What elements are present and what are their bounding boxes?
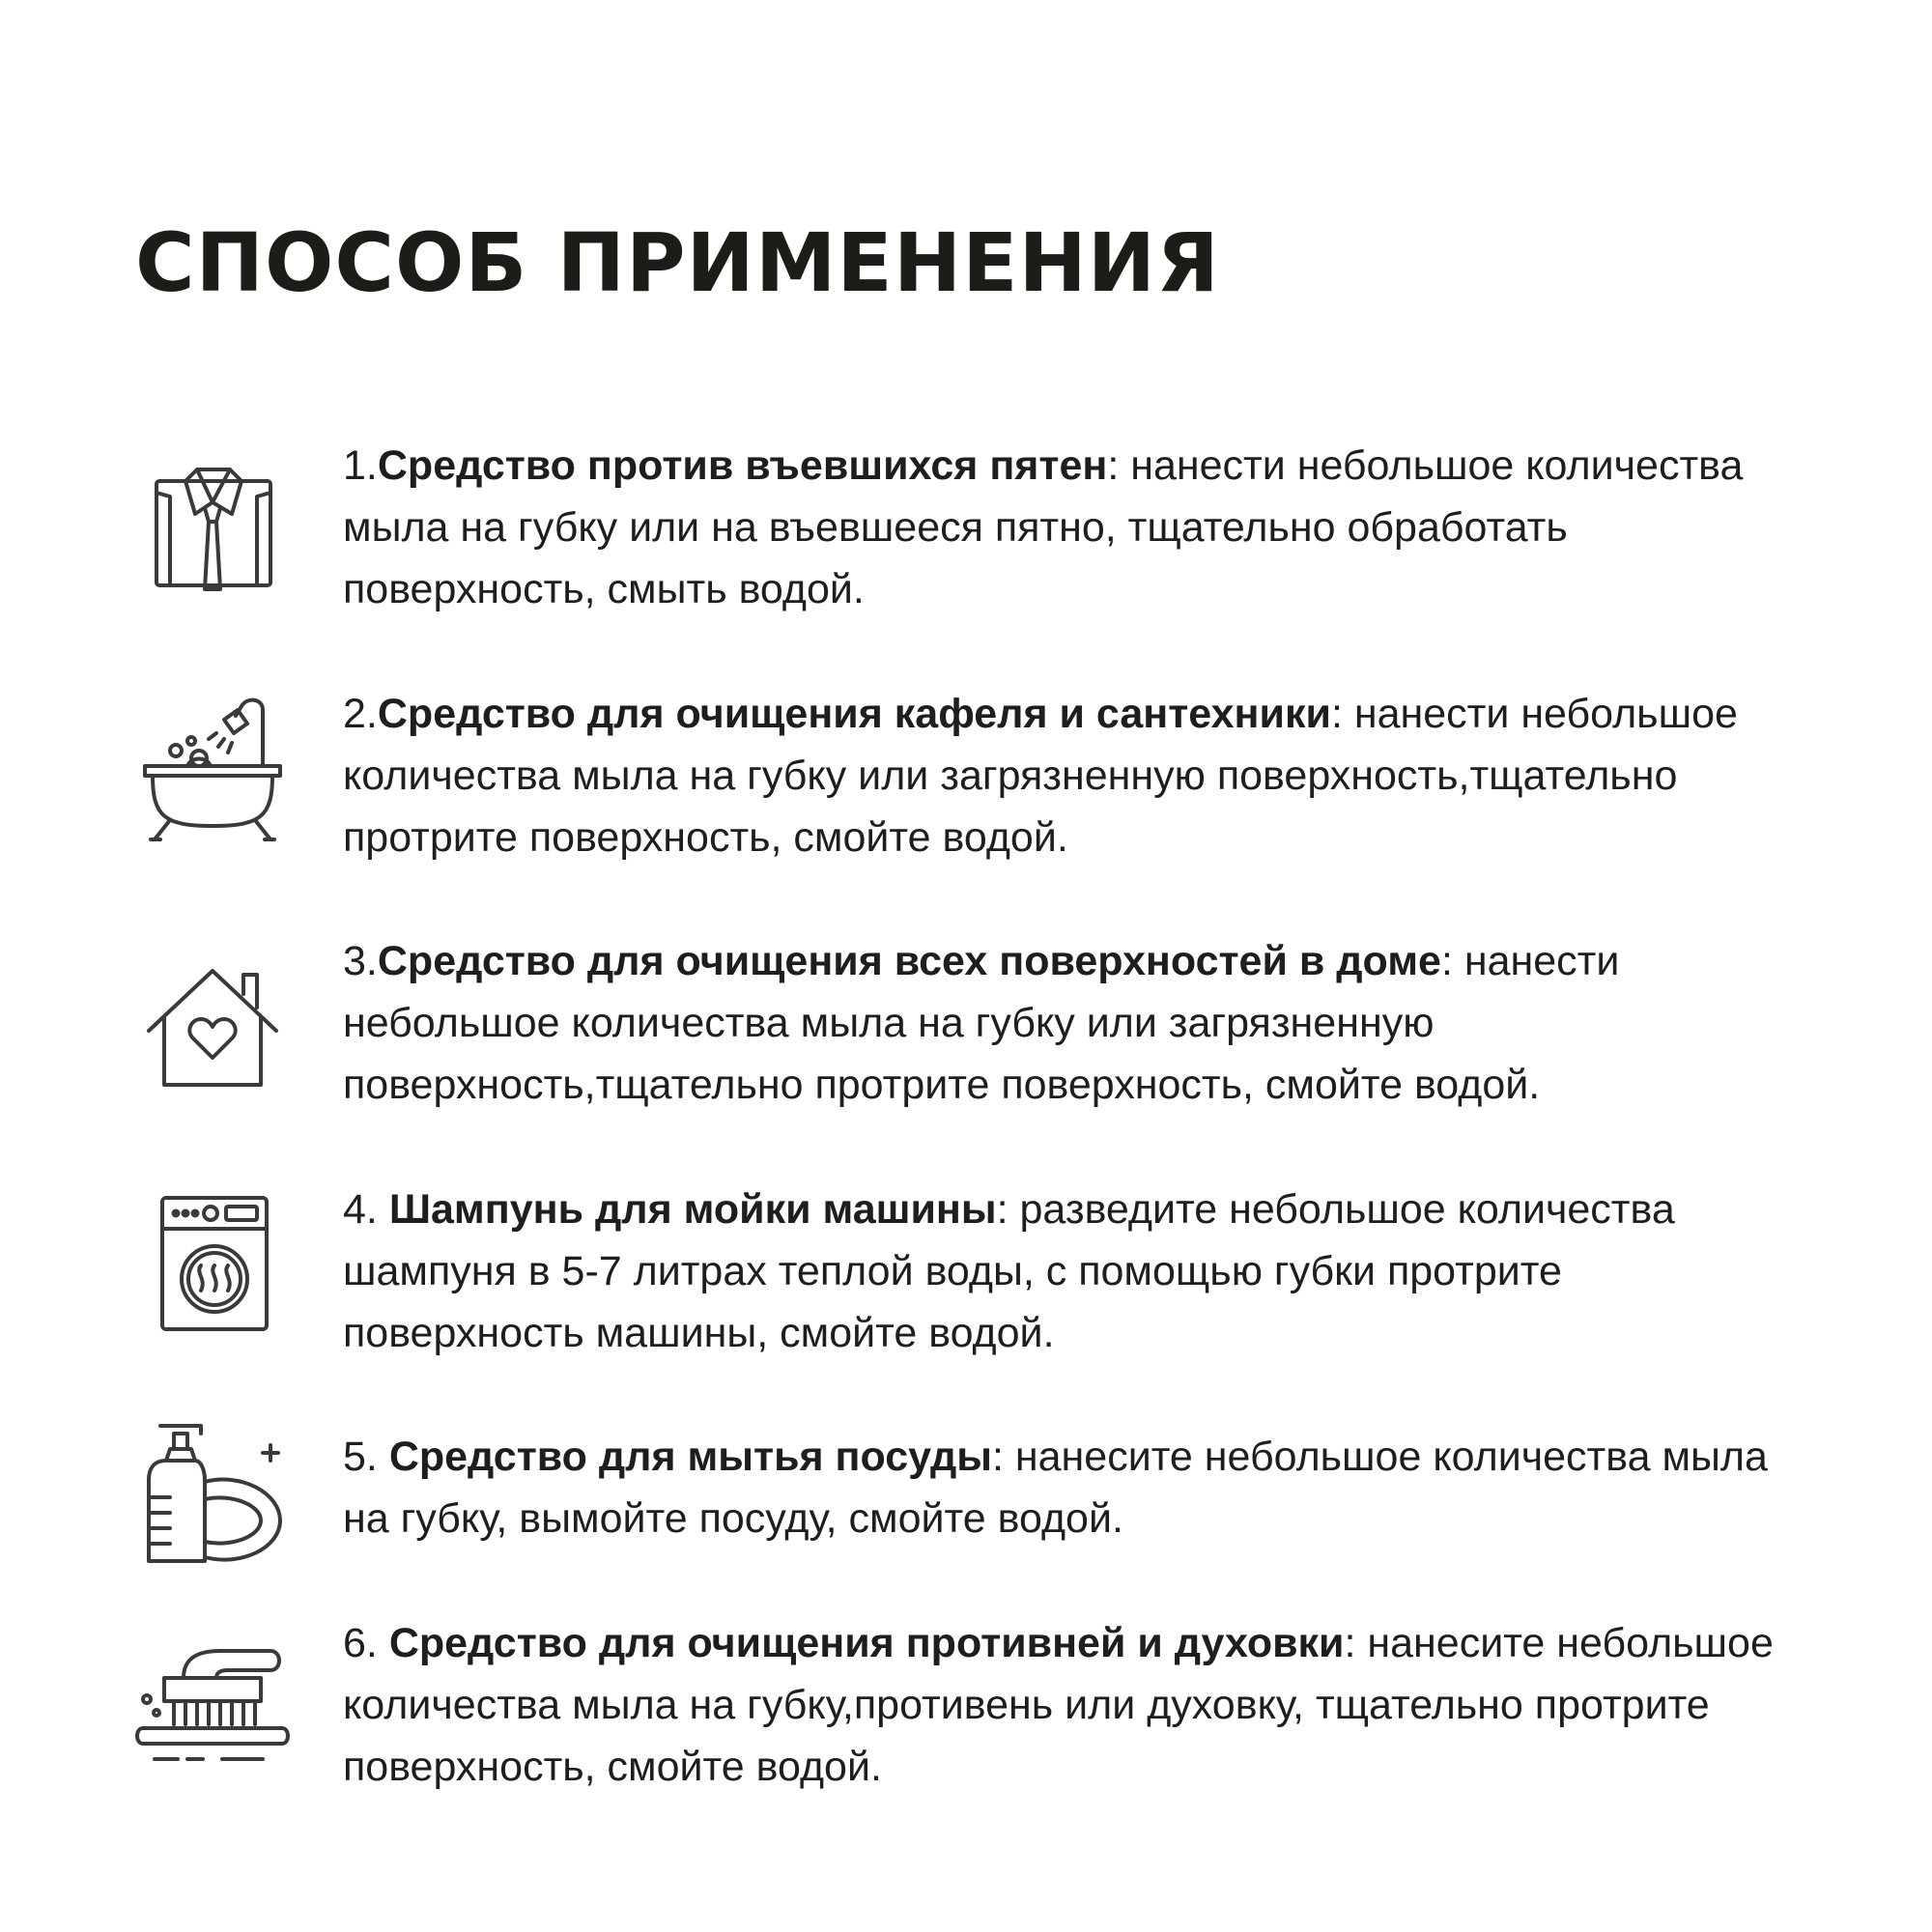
page-title: СПОСОБ ПРИМЕНЕНИЯ [135, 215, 1220, 310]
item-number: 4. [343, 1186, 389, 1233]
dish-soap-icon [135, 1416, 290, 1571]
instruction-text [343, 1179, 1811, 1364]
item-description: : разведите небольшое количества шампуня в 5-7 литрах теплой воды, с помощью губки протрите поверхность машины, смойте водой. [343, 1186, 1675, 1356]
item-title: Средство для очищения противней и духовки [388, 1620, 1345, 1666]
instruction-text [343, 930, 1811, 1116]
item-title: Шампунь для мойки машины [388, 1186, 997, 1233]
item-description: : нанести небольшое количества мыла на губку или на въевшееся пятно, тщательно обработать поверхность, смыть водой. [343, 442, 1744, 612]
bathtub-icon [135, 691, 290, 845]
item-number: 5. [343, 1434, 389, 1480]
item-number: 6. [343, 1620, 389, 1666]
item-number: 3. [343, 938, 378, 984]
item-title: Средство для очищения кафеля и сантехники [377, 691, 1331, 737]
item-description: : нанесите небольшое количества мыла на губку, вымойте посуду, смойте водой. [343, 1434, 1768, 1542]
item-number: 2. [343, 691, 378, 737]
instruction-text [343, 435, 1811, 620]
item-description: : нанести небольшое количества мыла на губку или загрязненную поверхность,тщательно протрите поверхность, смойте водой. [343, 691, 1738, 861]
instruction-text [343, 1426, 1811, 1549]
item-title: Средство для мытья посуды [388, 1434, 992, 1480]
item-title: Средство для очищения всех поверхностей в доме [377, 938, 1441, 984]
item-number: 1. [343, 442, 378, 489]
instruction-text [343, 683, 1811, 868]
scrub-brush-icon [135, 1632, 290, 1786]
shirt-icon [135, 454, 290, 609]
item-title: Средство против въевшихся пятен [377, 442, 1108, 489]
washing-machine-icon [135, 1190, 290, 1345]
item-description: : нанести небольшое количества мыла на губку или загрязненную поверхность,тщательно протрите поверхность, смойте водой. [343, 938, 1620, 1108]
instruction-text [343, 1612, 1811, 1798]
house-heart-icon [135, 950, 290, 1104]
item-description: : нанесите небольшое количества мыла на губку,противень или духовку, тщательно протрите поверхность, смойте водой. [343, 1620, 1774, 1790]
